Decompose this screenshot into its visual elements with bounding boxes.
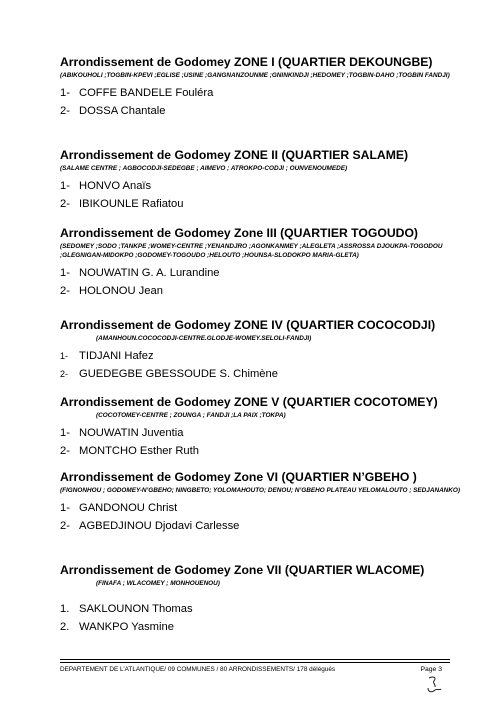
member-item [60, 264, 460, 282]
member-name: HONVO Anaïs [79, 180, 152, 192]
member-number: 2- [60, 445, 70, 457]
member-number: 2- [60, 369, 69, 379]
member-item [60, 618, 460, 636]
member-item [60, 84, 460, 102]
member-number: 1- [60, 502, 70, 514]
member-item [60, 365, 460, 383]
member-name: TIDJANI Hafez [79, 350, 154, 362]
signature-mark [423, 674, 445, 696]
page-number: Page 3 [420, 666, 442, 673]
member-name: COFFE BANDELE Fouléra [79, 87, 214, 99]
zone-3-section [60, 226, 460, 300]
member-name: MONTCHO Esther Ruth [79, 445, 199, 457]
member-number: 1- [60, 180, 70, 192]
member-number: 1. [60, 603, 70, 615]
member-name: SAKLOUNON Thomas [79, 603, 193, 615]
member-number: 1- [60, 267, 70, 279]
member-item [60, 517, 460, 535]
zone-2-members [60, 177, 460, 213]
member-number: 2- [60, 105, 70, 117]
zone-4-section [60, 318, 460, 383]
zone-4-members [60, 347, 460, 383]
member-item [60, 177, 460, 195]
zone-5-section [60, 395, 460, 460]
zone-2-title: Arrondissement de Godomey ZONE II (QUARTIER SALAME) [60, 148, 409, 162]
zone-6-members [60, 499, 460, 535]
zone-3-areas: (SEDOMEY ;SODO ;TANKPE ;WOMEY-CENTRE ;YENANDJRO ;AGONKANMEY ;ALEGLETA ;ASSROSSA DJOUKPA-TOGODOU ;GLEGNIGAN-MIDOKPO ;GODOMEY-TOGOUDO ;HELOUTO ;HOUNSA-SLODOKPO MARIA-GLETA) [60, 243, 443, 259]
member-number: 2- [60, 198, 70, 210]
zone-5-areas: (COCOTOMEY-CENTRE ; ZOUNGA ; FANDJI ;LA PAIX ;TOKPA) [96, 412, 286, 419]
footer-divider [60, 662, 450, 663]
member-number: 2- [60, 285, 70, 297]
member-name: NOUWATIN Juventia [79, 427, 184, 439]
member-name: GUEDEGBE GBESSOUDE S. Chimène [79, 368, 278, 380]
member-number: 1- [60, 87, 70, 99]
member-name: WANKPO Yasmine [79, 621, 174, 633]
member-number: 2. [60, 621, 70, 633]
member-item [60, 347, 460, 365]
footer-text: DEPARTEMENT DE L’ATLANTIQUE/ 09 COMMUNES / 80 ARRONDISSEMENTS/ 178 délégués [60, 666, 336, 673]
zone-4-areas: (AMANHOUN.COCOCODJI-CENTRE.GLODJE-WOMEY.SELOLI-FANDJI) [96, 335, 312, 342]
member-number: 1- [60, 351, 69, 361]
member-number: 1- [60, 427, 70, 439]
zone-7-areas: (FINAFA ; WLACOMEY ; MONHOUENOU) [96, 580, 220, 587]
footer-divider [60, 659, 450, 660]
zone-7-members [60, 600, 460, 636]
zone-6-title: Arrondissement de Godomey Zone VI (QUARTIER N’GBEHO ) [60, 470, 417, 484]
member-item [60, 600, 460, 618]
page-footer [60, 666, 450, 673]
member-item [60, 195, 460, 213]
member-name: DOSSA Chantale [79, 105, 166, 117]
zone-2-section [60, 148, 460, 213]
member-name: AGBEDJINOU Djodavi Carlesse [79, 520, 240, 532]
member-name: NOUWATIN G. A. Lurandine [79, 267, 220, 279]
member-item [60, 424, 460, 442]
member-name: HOLONOU Jean [79, 285, 163, 297]
zone-7-section [60, 563, 460, 636]
zone-5-title: Arrondissement de Godomey ZONE V (QUARTIER COCOTOMEY) [60, 395, 438, 409]
member-name: IBIKOUNLE Rafiatou [79, 198, 184, 210]
member-item [60, 499, 460, 517]
zone-7-title: Arrondissement de Godomey Zone VII (QUARTIER WLACOME) [60, 563, 425, 577]
zone-5-members [60, 424, 460, 460]
member-name: GANDONOU Christ [79, 502, 178, 514]
zone-1-areas: (ABIKOUHOLI ;TOGBIN-KPEVI ;EGLISE ;USINE ;GANGNANZOUNME ;GNINKINDJI ;HEDOMEY ;TOGBIN-DAHO ;TOGBIN FANDJI) [60, 72, 450, 79]
zone-3-title: Arrondissement de Godomey Zone III (QUARTIER TOGOUDO) [60, 226, 418, 240]
member-item [60, 282, 460, 300]
zone-1-title: Arrondissement de Godomey ZONE I (QUARTIER DEKOUNGBE) [60, 55, 433, 69]
zone-3-members [60, 264, 460, 300]
member-item [60, 442, 460, 460]
member-number: 2- [60, 520, 70, 532]
zone-6-areas: (FIGNONHOU ; GODOMEY-N’GBEHO; NINGBETO; YOLOMAHOUTO; DENOU; N’GBEHO PLATEAU YELOMALOUTO ; SEDJANANKO) [60, 487, 461, 494]
zone-6-section [60, 470, 460, 535]
zone-2-areas: (SALAME CENTRE ; AGBOCODJI-SEDEGBE ; AIMEVO ; ATROKPO-CODJI ; OUNVENOUMEDE) [60, 165, 348, 172]
zone-4-title: Arrondissement de Godomey ZONE IV (QUARTIER COCOCODJI) [60, 318, 436, 332]
zone-1-section [60, 55, 460, 120]
zone-1-members [60, 84, 460, 120]
member-item [60, 102, 460, 120]
